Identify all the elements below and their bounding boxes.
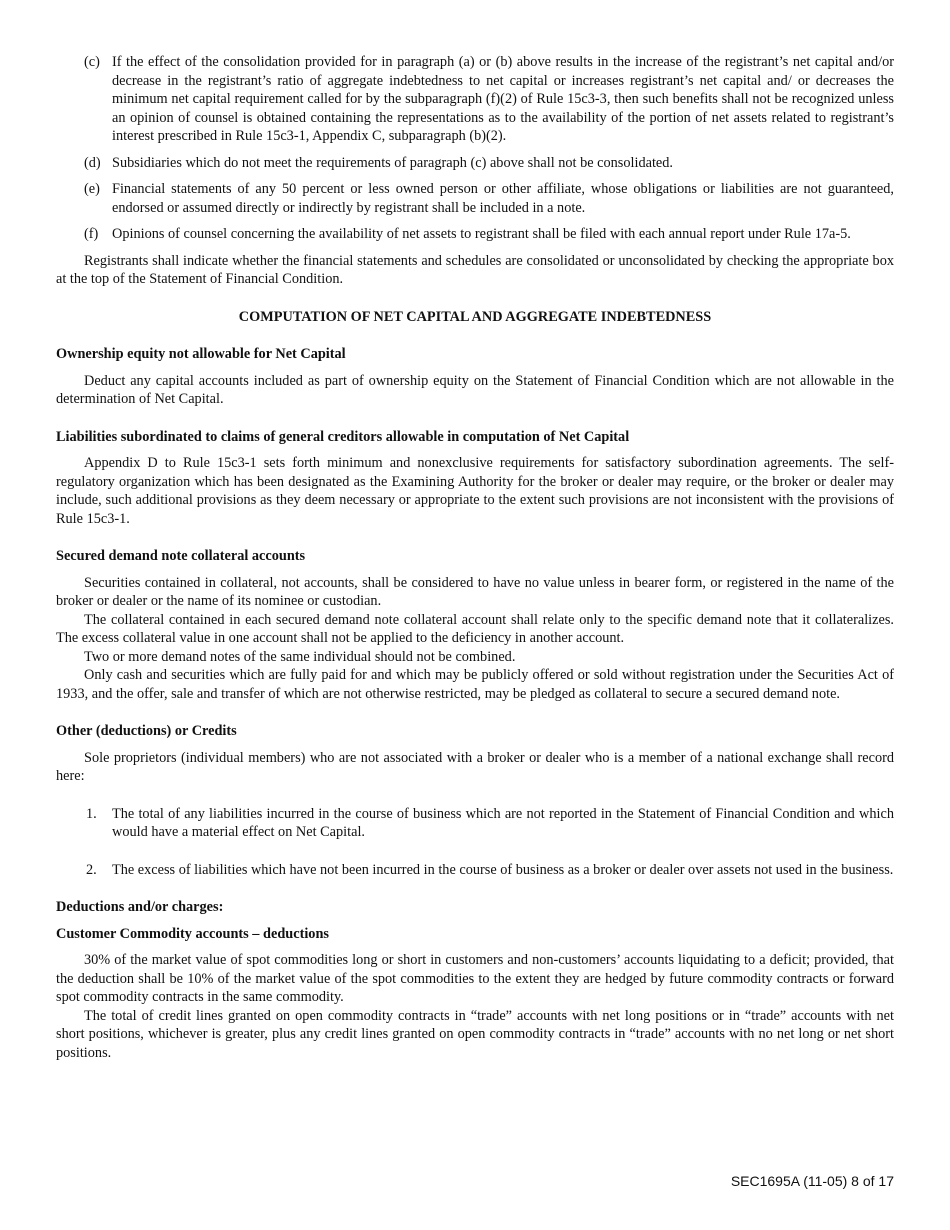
list-item-text: The total of any liabilities incurred in the course of business which are not reported in the Statement of Financial Condition and which would have a material effect on Net Capital. bbox=[112, 805, 894, 840]
list-item-label: (e) bbox=[84, 181, 100, 197]
section-heading-liabilities: Liabilities subordinated to claims of general creditors allowable in computation of Net Capital bbox=[56, 428, 630, 445]
list-item bbox=[56, 805, 894, 842]
ownership-paragraph: Deduct any capital accounts included as part of ownership equity on the Statement of Financial Condition which are not allowable in the determination of Net Capital. bbox=[56, 372, 894, 407]
secured-paragraph-3: Two or more demand notes of the same individual should not be combined. bbox=[84, 648, 516, 665]
list-item bbox=[56, 154, 894, 173]
list-item-label: 2. bbox=[86, 861, 97, 878]
list-item-text: Subsidiaries which do not meet the requirements of paragraph (c) above shall not be consolidated. bbox=[112, 154, 673, 171]
secured-paragraph-1: Securities contained in collateral, not accounts, shall be considered to have no value unless in bearer form, or registered in the name of the broker or dealer or the name of its nominee or custodian. bbox=[56, 574, 894, 609]
list-item-text: If the effect of the consolidation provided for in paragraph (a) or (b) above results in the increase of the registrant’s net capital and/or decrease in the registrant’s ratio of aggregate indebtedness to net capital or increases registrant’s net capital and/ or decreases the minimum net capital requirement called for by the subparagraph (f)(2) of Rule 15c3-3, then such benefits shall not be recognized unless an opinion of counsel is obtained containing the representations as to the availability of the portion of net assets related to registrant’s interest prescribed in Rule 15c3-1, Appendix C, subparagraph (b)(2). bbox=[112, 54, 894, 144]
registrants-paragraph: Registrants shall indicate whether the financial statements and schedules are consolidated or unconsolidated by checking the appropriate box at the top of the Statement of Financial Condition. bbox=[56, 252, 894, 287]
deductions-paragraph-2: The total of credit lines granted on open commodity contracts in “trade” accounts with net long positions or in “trade” accounts with net short positions, whichever is greater, plus any credit lines granted on open commodity contracts in “trade” accounts with no net long or net short positions. bbox=[56, 1007, 894, 1061]
list-item-label: 1. bbox=[86, 805, 97, 822]
list-item-label: (d) bbox=[84, 154, 101, 171]
list-item-label: (f) bbox=[84, 226, 99, 242]
list-item bbox=[56, 225, 894, 244]
liabilities-paragraph: Appendix D to Rule 15c3-1 sets forth minimum and nonexclusive requirements for satisfactory subordination agreements. The self-regulatory organization which has been designated as the Examining Authority for the broker or dealer may require, or the broker or dealer may include, such additional provisions as they deem necessary or appropriate to the extent such provisions are not inconsistent with the provisions of Rule 15c3-1. bbox=[56, 455, 894, 527]
section-heading-secured: Secured demand note collateral accounts bbox=[56, 548, 306, 564]
secured-paragraph-2: The collateral contained in each secured demand note collateral account shall relate only to the specific demand note that it collateralizes. The excess collateral value in one account shall not be applied to the deficiency in another account. bbox=[56, 611, 894, 646]
section-subheading-commodity: Customer Commodity accounts – deductions bbox=[56, 925, 329, 942]
list-item-label: (c) bbox=[84, 54, 100, 70]
deductions-paragraph-1: 30% of the market value of spot commodities long or short in customers and non-customers’ accounts liquidating to a deficit; provided, that the deduction shall be 10% of the market value of the spot commodities to the extent they are hedged by future commodity contracts or forward spot commodity contracts in the same commodity. bbox=[56, 952, 894, 1005]
document-page bbox=[56, 53, 894, 1062]
section-heading-deductions: Deductions and/or charges: bbox=[56, 899, 224, 915]
list-item bbox=[56, 861, 894, 880]
page-footer: SEC1695A (11-05) 8 of 17 bbox=[730, 1173, 894, 1189]
main-heading: COMPUTATION OF NET CAPITAL AND AGGREGATE INDEBTEDNESS bbox=[238, 308, 712, 325]
secured-paragraph-4: Only cash and securities which are fully paid for and which may be publicly offered or sold without registration under the Securities Act of 1933, and the offer, sale and transfer of which are not otherwise restricted, may be pledged as collateral to secure a secured demand note. bbox=[56, 667, 894, 702]
list-item-text: Financial statements of any 50 percent or less owned person or other affiliate, whose obligations or liabilities are not guaranteed, endorsed or assumed directly or indirectly by registrant shall be included in a note. bbox=[112, 181, 894, 216]
section-heading-other: Other (deductions) or Credits bbox=[56, 723, 237, 739]
list-item bbox=[56, 53, 894, 146]
list-item bbox=[56, 180, 894, 217]
list-item-text: Opinions of counsel concerning the availability of net assets to registrant shall be filed with each annual report under Rule 17a-5. bbox=[112, 226, 851, 242]
list-item-text: The excess of liabilities which have not been incurred in the course of business as a broker or dealer over assets not used in the business. bbox=[112, 861, 894, 878]
other-intro: Sole proprietors (individual members) who are not associated with a broker or dealer who is a member of a national exchange shall record here: bbox=[56, 749, 894, 784]
section-heading-ownership: Ownership equity not allowable for Net Capital bbox=[56, 346, 346, 362]
